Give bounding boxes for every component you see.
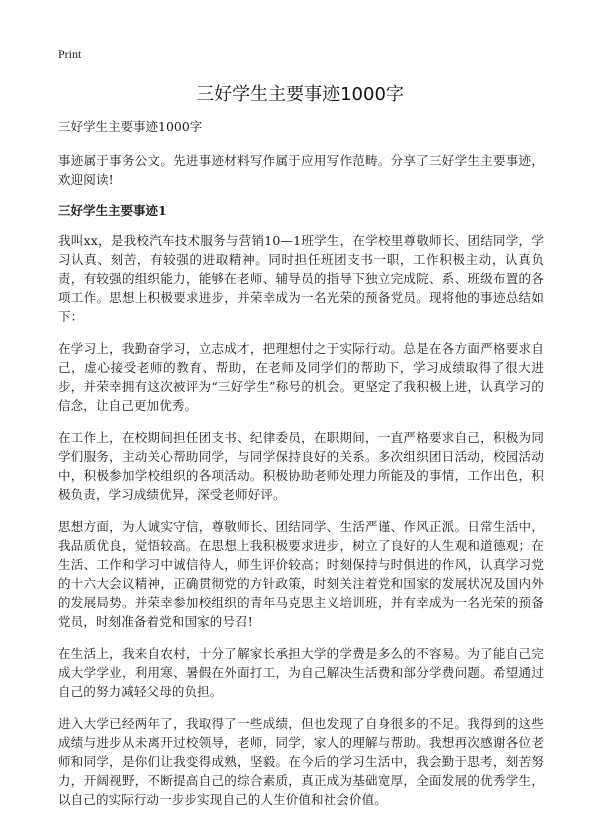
body-paragraph: 思想方面，为人诚实守信，尊敬师长、团结同学、生活严谨、作风正派。日常生活中，我品质优良，觉悟较高。在思想上我积极要求进步，树立了良好的人生观和道德观；在生活、工作和学习中诚信待人，师生评价较高；时刻保持与时俱进的作风，认真学习党的十六大会议精神，正确贯彻党的方针政策，时刻关注着党和国家的发展状况及国内外的发展局势。并荣幸参加校组织的青年马克思主义培训班，并有幸成为一名光荣的预备党员，时刻准备着党和国家的号召! xyxy=(58,519,544,629)
intro-paragraph: 事迹属于事务公文。先进事迹材料写作属于应用写作范畴。分享了三好学生主要事迹，欢迎阅读! xyxy=(58,153,544,187)
section-heading: 三好学生主要事迹1 xyxy=(58,203,167,218)
body-paragraph: 在学习上，我勤奋学习，立志成才，把理想付之于实际行动。总是在各方面严格要求自己，虚心接受老师的教育、帮助，在老师及同学们的帮助下，学习成绩取得了很大进步，并荣幸拥有这次被评为“三好学生”称号的机会。更坚定了我积极上进，认真学习的信念，让自己更加优秀。 xyxy=(58,341,544,413)
body-paragraph: 进入大学已经两年了，我取得了一些成绩，但也发现了自身很多的不足。我得到的这些成绩与进步从未离开过校领导，老师，同学，家人的理解与帮助。我想再次感谢各位老师和同学，是你们让我变得成熟，坚毅。在今后的学习生活中，我会勤于思考，刻苦努力，开阔视野，不断提高自己的综合素质，真正成为基础宽厚，全面发展的优秀学生，以自己的实际行动一步步实现自己的人生价值和社会价值。 xyxy=(58,716,544,807)
print-link[interactable]: Print xyxy=(58,47,82,61)
document-body xyxy=(58,118,544,822)
document-subtitle: 三好学生主要事迹1000字 xyxy=(58,119,203,134)
body-paragraph: 我叫xx，是我校汽车技术服务与营销10—1班学生，在学校里尊敬师长、团结同学，学习认真、刻苦，有较强的进取精神。同时担任班团支书一职，工作积极主动，认真负责，有较强的组织能力，能够在老师、辅导员的指导下独立完成院、系、班级布置的各项工作。思想上积极要求进步，并荣幸成为一名光荣的预备党员。现将他的事迹总结如下： xyxy=(58,233,544,324)
body-paragraph: 在生活上，我来自农村，十分了解家长承担大学的学费是多么的不容易。为了能自己完成大学学业，利用寒、暑假在外面打工，为自己解决生活费和部分学费问题。希望通过自己的努力减轻父母的负担。 xyxy=(58,646,544,699)
body-paragraph: 在工作上，在校期间担任团支书、纪律委员，在职期间，一直严格要求自己，积极为同学们服务，主动关心帮助同学，与同学保持良好的关系。多次组织团日活动，校园活动中，积极参加学校组织的各项活动。积极协助老师处理力所能及的事情，工作出色，积极负责，学习成绩优异，深受老师好评。 xyxy=(58,430,544,502)
page-title: 三好学生主要事迹1000字 xyxy=(196,84,404,105)
